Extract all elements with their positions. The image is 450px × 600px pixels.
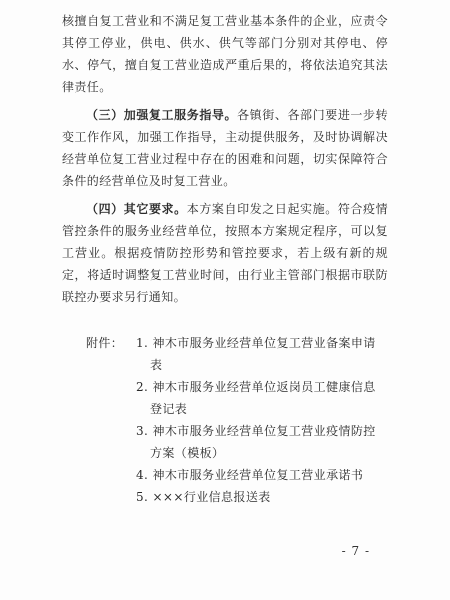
paragraph-continued: 核擅自复工营业和不满足复工营业基本条件的企业，应责令其停工停业，供电、供水、供气等部门分别对其停电、停水、停气，擅自复工营业造成严重后果的，将依法追究其法律责任。 — [62, 14, 388, 94]
attachment-item: 2. 神木市服务业经营单位返岗员工健康信息登记表 — [136, 380, 376, 416]
page-number: - 7 - — [341, 544, 370, 558]
attachment-item: 5. ×××行业信息报送表 — [136, 490, 271, 504]
section-3-body: 各镇街、各部门要进一步转变工作作风，加强工作指导，主动提供服务，及时协调解决经营单位复工营业过程中存在的困难和问题，切实保障符合条件的经营单位及时复工营业。 — [62, 108, 388, 188]
section-3-heading: （三）加强复工服务指导。 — [86, 108, 238, 122]
attachment-item: 1. 神木市服务业经营单位复工营业备案申请表 — [136, 336, 376, 372]
attachment-item: 3. 神木市服务业经营单位复工营业疫情防控方案（模板） — [136, 424, 376, 460]
attachment-item: 4. 神木市服务业经营单位复工营业承诺书 — [136, 468, 364, 482]
section-4-body: 本方案自印发之日起实施。符合疫情管控条件的服务业经营单位，按照本方案规定程序，可以复工营业。根据疫情防控形势和管控要求，若上级有新的规定，将适时调整复工营业时间，由行业主管部门根据市联防联控办要求另行通知。 — [62, 202, 388, 304]
document-body — [62, 10, 388, 508]
attachments-block — [62, 332, 388, 508]
section-4-heading: （四）其它要求。 — [86, 202, 187, 216]
attachments-label: 附件： — [86, 336, 124, 350]
paragraph-section-3 — [62, 104, 388, 192]
paragraph-section-4 — [62, 198, 388, 308]
attachments-list — [136, 332, 388, 508]
